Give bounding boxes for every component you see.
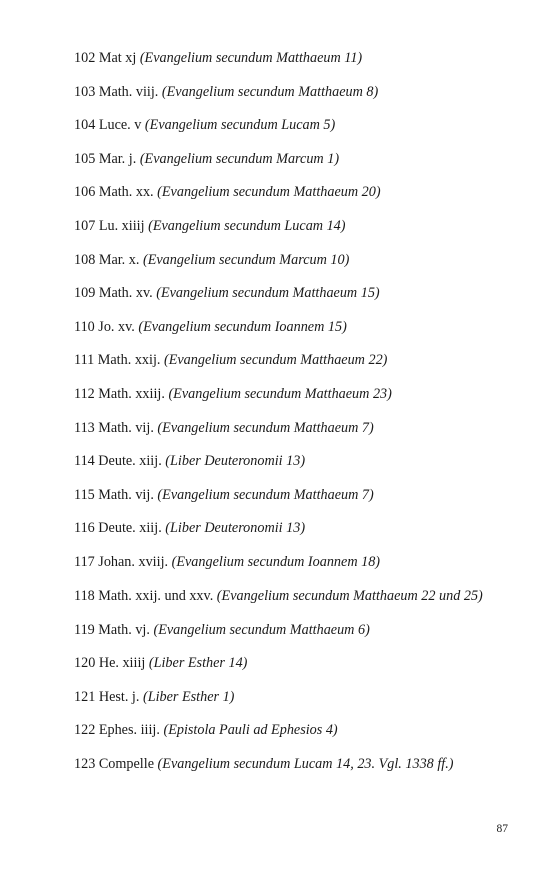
footnote-source: (Liber Esther 1) (142, 688, 235, 705)
footnote-source: (Evangelium secundum Marcum 10) (142, 251, 350, 268)
footnote-123 (74, 756, 508, 773)
footnote-source: (Evangelium secundum Ioannem 15) (138, 318, 347, 335)
footnote-119 (74, 622, 508, 639)
footnote-122 (74, 722, 508, 739)
footnote-reference: 104 Luce. v (74, 117, 142, 134)
footnote-source: (Epistola Pauli ad Ephesios 4) (163, 722, 338, 739)
footnote-reference: 117 Johan. xviij. (74, 553, 169, 570)
footnote-103 (74, 84, 508, 101)
footnote-104 (74, 117, 508, 134)
footnote-reference: 115 Math. vij. (74, 486, 154, 503)
footnote-reference: 120 He. xiiij (74, 655, 146, 672)
footnote-source: (Evangelium secundum Lucam 14) (148, 217, 346, 234)
footnote-source: (Liber Deuteronomii 13) (165, 453, 306, 470)
footnote-reference: 113 Math. vij. (74, 419, 154, 436)
footnote-source: (Evangelium secundum Matthaeum 22) (163, 352, 388, 369)
footnote-reference: 106 Math. xx. (74, 184, 154, 201)
footnote-reference: 116 Deute. xiij. (74, 520, 162, 537)
footnote-source: (Evangelium secundum Lucam 5) (144, 117, 336, 134)
footnote-reference: 107 Lu. xiiij (74, 217, 145, 234)
footnote-source: (Evangelium secundum Matthaeum 15) (156, 285, 380, 302)
footnote-list (74, 50, 508, 789)
footnote-source: (Evangelium secundum Marcum 1) (139, 150, 340, 167)
footnote-120 (74, 655, 508, 672)
footnote-102 (74, 50, 508, 67)
footnote-reference: 123 Compelle (74, 755, 154, 772)
footnote-reference: 114 Deute. xiij. (74, 453, 162, 470)
footnote-source: (Liber Esther 14) (148, 655, 248, 672)
footnote-116 (74, 520, 508, 537)
footnote-105 (74, 151, 508, 168)
footnote-reference: 119 Math. vj. (74, 621, 150, 638)
footnote-source: (Evangelium secundum Matthaeum 22 und 25) (216, 587, 483, 604)
footnote-source: (Evangelium secundum Matthaeum 6) (153, 621, 370, 638)
footnote-110 (74, 319, 508, 336)
footnote-source: (Evangelium secundum Matthaeum 7) (157, 486, 374, 503)
footnote-118 (74, 588, 508, 605)
footnote-reference: 105 Mar. j. (74, 150, 137, 167)
footnote-reference: 102 Mat xj (74, 50, 137, 66)
footnote-reference: 108 Mar. x. (74, 251, 140, 268)
footnote-reference: 110 Jo. xv. (74, 318, 135, 335)
footnote-111 (74, 352, 508, 369)
footnote-121 (74, 689, 508, 706)
footnote-reference: 111 Math. xxij. (74, 352, 161, 369)
footnote-117 (74, 554, 508, 571)
footnote-108 (74, 252, 508, 269)
footnote-109 (74, 285, 508, 302)
footnote-source: (Evangelium secundum Matthaeum 11) (139, 50, 363, 66)
footnote-reference: 112 Math. xxiij. (74, 385, 165, 402)
footnote-113 (74, 420, 508, 437)
footnote-reference: 103 Math. viij. (74, 83, 159, 100)
footnote-107 (74, 218, 508, 235)
footnote-source: (Evangelium secundum Matthaeum 7) (157, 419, 374, 436)
footnote-source: (Liber Deuteronomii 13) (165, 520, 306, 537)
footnote-source: (Evangelium secundum Lucam 14, 23. Vgl. 1338 ff.) (157, 755, 454, 772)
footnote-reference: 118 Math. xxij. und xxv. (74, 587, 214, 604)
footnote-reference: 122 Ephes. iiij. (74, 722, 160, 739)
footnote-112 (74, 386, 508, 403)
footnote-source: (Evangelium secundum Matthaeum 8) (161, 83, 379, 100)
footnote-source: (Evangelium secundum Ioannem 18) (171, 553, 381, 570)
footnote-source: (Evangelium secundum Matthaeum 20) (157, 184, 381, 201)
footnote-114 (74, 453, 508, 470)
footnote-115 (74, 487, 508, 504)
footnote-reference: 109 Math. xv. (74, 285, 153, 302)
footnote-106 (74, 184, 508, 201)
footnote-source: (Evangelium secundum Matthaeum 23) (168, 385, 392, 402)
page-number: 87 (496, 823, 508, 835)
footnote-reference: 121 Hest. j. (74, 688, 140, 705)
